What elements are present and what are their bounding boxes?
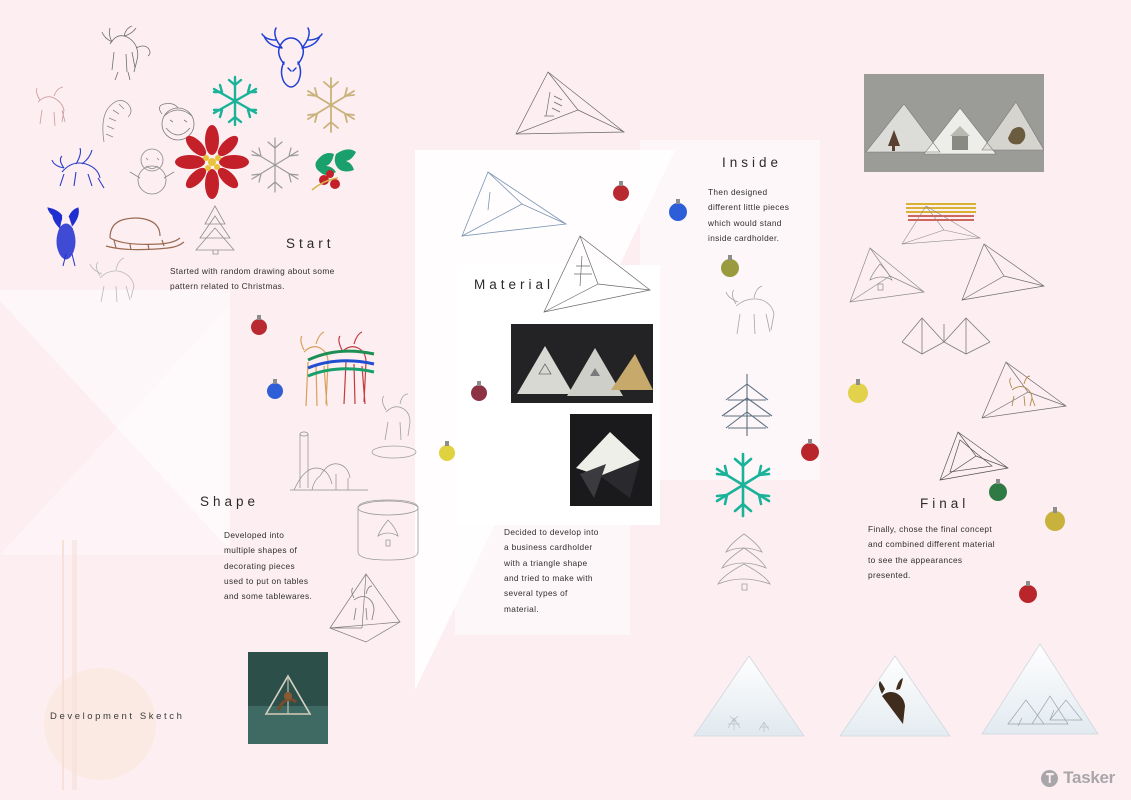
section-title-final: Final (920, 496, 970, 511)
shape-photo-content (248, 652, 328, 744)
poinsettia-icon (176, 126, 248, 198)
ornament-red-icon (248, 312, 270, 336)
final-triangle-1 (690, 652, 808, 740)
ornament-red-2-icon (610, 178, 632, 202)
reindeer-outline-icon (82, 252, 158, 310)
deer-outline-shape-icon (366, 390, 424, 466)
material-photo-2 (570, 414, 652, 506)
ornament-blue-icon (264, 376, 286, 400)
reindeer-sketch-small-icon (24, 78, 94, 138)
shape-photo (248, 652, 328, 744)
snowflake-green-icon (708, 450, 778, 520)
section-body-shape: Developed into multiple shapes of decorating pieces used to put on tables and some tablewares. (224, 530, 313, 602)
triangle-wireframe-1 (508, 62, 632, 162)
section-title-material: Material (474, 277, 555, 292)
decorative-vline-1 (62, 540, 64, 790)
ornament-yellow-icon (436, 438, 458, 462)
glass-tree-sketch (348, 488, 428, 574)
triangle-wireframe-5 (934, 424, 1018, 490)
triangle-deer-sketch (978, 356, 1074, 432)
final-triangle-3 (978, 640, 1102, 740)
footer-label: Development Sketch (50, 711, 185, 722)
section-body-inside: Then designed different little pieces which would stand inside cardholder. (708, 187, 790, 244)
tasker-logo-icon (1041, 770, 1058, 787)
triangle-deer-shape-sketch (322, 566, 408, 652)
ornament-gold-icon (845, 376, 871, 404)
final-photo-group (864, 74, 1044, 172)
section-body-final: Finally, chose the final concept and combined different material to see the appearances presented. (868, 524, 995, 581)
ornament-maroon-icon (468, 378, 490, 402)
background-wedge-left-lower (0, 305, 230, 555)
final-photo-group-content (864, 74, 1044, 172)
flying-reindeer-icon (46, 138, 116, 194)
reindeer-line-inside-icon (718, 282, 794, 342)
tasker-watermark-label: Tasker (1063, 768, 1115, 787)
background-wedge-left (0, 290, 230, 550)
tree-abstract-icon (714, 368, 780, 442)
section-body-start: Started with random drawing about some pattern related to Christmas. (170, 266, 335, 292)
section-title-inside: Inside (722, 155, 783, 170)
triangle-wireframe-3 (538, 228, 666, 332)
section-body-material: Decided to develop into a business cardholder with a triangle shape and tried to make with several types of material. (504, 527, 599, 614)
snowman-sketch-icon (126, 140, 182, 196)
decorative-vline-2 (72, 540, 77, 790)
folded-zigzag-sketch (898, 312, 998, 362)
tree-line-icon (712, 528, 776, 590)
triangle-wireframe-4 (958, 238, 1050, 310)
ornament-olive-icon (718, 252, 742, 278)
tree-sketch-icon (192, 200, 238, 254)
section-title-shape: Shape (200, 494, 260, 509)
material-photo-1-content (511, 324, 653, 403)
ornament-crimson-icon (798, 436, 822, 462)
tasker-watermark (1041, 768, 1115, 788)
decorative-disc (44, 668, 156, 780)
reindeer-sketch-icon (92, 22, 162, 92)
snowflake-grey-icon (244, 134, 306, 196)
ornament-red-3-icon (1016, 578, 1040, 604)
snowflake-gold-icon (300, 74, 362, 136)
sleigh-icon (100, 206, 190, 254)
holly-icon (306, 142, 362, 196)
ornament-blue-2-icon (666, 196, 690, 222)
material-photo-1 (511, 324, 653, 403)
section-title-start: Start (286, 236, 335, 251)
material-photo-2-content (570, 414, 652, 506)
final-triangle-2 (836, 652, 954, 740)
triangle-tree-sketch (846, 240, 930, 312)
ornament-gold-2-icon (1042, 504, 1068, 532)
